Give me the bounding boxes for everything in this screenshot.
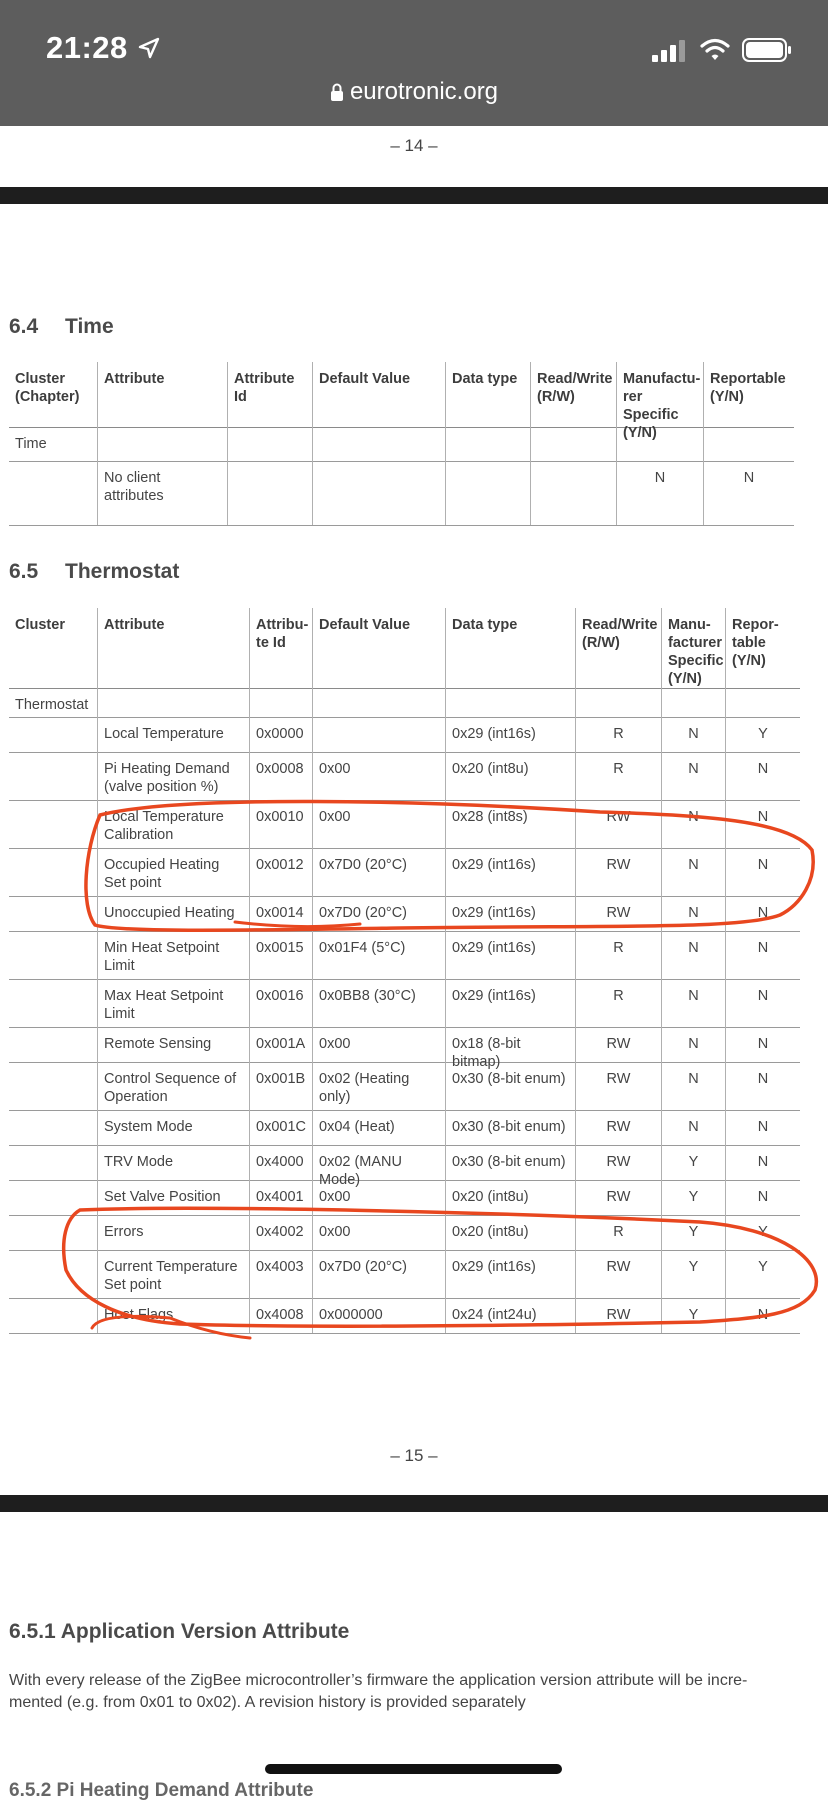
time-table-header-row: [9, 362, 794, 441]
table-cell: [530, 427, 616, 461]
section-name: Thermostat: [65, 560, 180, 583]
table-cell: [9, 1298, 97, 1333]
table-cell: N: [725, 752, 800, 800]
column-header: Attribute Id: [227, 362, 312, 427]
battery-icon: [742, 38, 792, 62]
table-cell: N: [661, 800, 725, 848]
table-cell: Thermostat: [15, 697, 89, 713]
table-cell: [249, 688, 312, 717]
table-cell: [9, 1110, 97, 1145]
column-header: Read/Write (R/W): [575, 608, 661, 688]
table-cell: [9, 800, 97, 848]
table-cell: N: [725, 1298, 800, 1333]
table-cell: [9, 979, 97, 1027]
location-arrow-icon: [137, 36, 161, 60]
next-subsection-title: 6.5.2 Pi Heating Demand Attribute: [9, 1780, 314, 1801]
table-cell: Set Valve Position: [97, 1180, 249, 1215]
table-cell: 0x4002: [249, 1215, 312, 1250]
table-row: [9, 848, 800, 897]
column-header: Manufactu-rer Specific (Y/N): [616, 362, 703, 427]
table-cell: [9, 1027, 97, 1062]
table-cell: 0x29 (int16s): [445, 896, 575, 931]
table-cell: Y: [661, 1298, 725, 1333]
table-cell: RW: [575, 1250, 661, 1298]
table-cell: R: [575, 979, 661, 1027]
table-cell: Y: [725, 1250, 800, 1298]
table-cell: N: [725, 848, 800, 896]
table-cell: [9, 848, 97, 896]
table-cell: R: [575, 1215, 661, 1250]
table-cell: 0x4008: [249, 1298, 312, 1333]
table-row: [9, 1027, 800, 1070]
table-cell: Local Temperature Calibration: [97, 800, 249, 848]
table-cell: Y: [725, 1215, 800, 1250]
table-cell: Max Heat Setpoint Limit: [97, 979, 249, 1027]
table-cell: 0x01F4 (5°C): [312, 931, 445, 979]
section-name: Time: [65, 315, 114, 338]
table-cell: N: [725, 1062, 800, 1110]
page-number-14: – 14 –: [390, 136, 438, 155]
table-cell: Y: [725, 717, 800, 752]
table-cell: 0x0BB8 (30°C): [312, 979, 445, 1027]
table-cell: [9, 1180, 97, 1215]
table-cell: 0x0012: [249, 848, 312, 896]
body-paragraph: With every release of the ZigBee microcontroller’s firmware the application version attribute will be incre-mented (e.g. from 0x01 to 0x02). A revision history is provided separately: [9, 1672, 748, 1711]
lock-icon: [330, 83, 344, 101]
table-cell: TRV Mode: [97, 1145, 249, 1180]
table-cell: [445, 688, 575, 717]
clock-time: 21:28: [46, 30, 128, 65]
column-header: Attribute: [97, 362, 227, 427]
table-cell: N: [725, 979, 800, 1027]
table-cell: N: [725, 931, 800, 979]
subsection-title: 6.5.1 Application Version Attribute: [9, 1620, 350, 1643]
table-cell: [97, 427, 227, 461]
column-header: Cluster (Chapter): [15, 371, 80, 405]
table-cell: 0x0015: [249, 931, 312, 979]
table-cell: RW: [575, 896, 661, 931]
table-cell: 0x00: [312, 1180, 445, 1215]
table-cell: [9, 1215, 97, 1250]
table-cell: 0x7D0 (20°C): [312, 848, 445, 896]
table-cell: [227, 427, 312, 461]
table-cell: [312, 717, 445, 752]
table-cell: 0x001B: [249, 1062, 312, 1110]
table-cell: [445, 461, 530, 525]
table-cell: N: [725, 896, 800, 931]
table-cell: 0x29 (int16s): [445, 848, 575, 896]
column-header: Repor-table (Y/N): [725, 608, 800, 688]
table-cell: N: [661, 979, 725, 1027]
table-cell: 0x20 (int8u): [445, 1215, 575, 1250]
table-row: [9, 1215, 800, 1251]
table-cell: 0x00: [312, 1027, 445, 1062]
table-cell: 0x29 (int16s): [445, 931, 575, 979]
table-cell: RW: [575, 1062, 661, 1110]
column-header: Cluster: [15, 617, 65, 633]
table-cell: 0x02 (Heating only): [312, 1062, 445, 1110]
table-cell: [312, 427, 445, 461]
table-cell: 0x30 (8-bit enum): [445, 1062, 575, 1110]
column-header: Manu-facturer Specific (Y/N): [661, 608, 725, 688]
table-cell: Y: [661, 1180, 725, 1215]
table-cell: Errors: [97, 1215, 249, 1250]
table-cell: Pi Heating Demand (valve position %): [97, 752, 249, 800]
table-cell: N: [725, 1145, 800, 1180]
table-cell: Occupied Heating Set point: [97, 848, 249, 896]
table-row: [9, 461, 794, 526]
table-cell: R: [575, 931, 661, 979]
table-cell: System Mode: [97, 1110, 249, 1145]
table-row: [9, 1298, 800, 1334]
table-cell: 0x30 (8-bit enum): [445, 1110, 575, 1145]
table-cell: 0x7D0 (20°C): [312, 896, 445, 931]
table-cell: 0x24 (int24u): [445, 1298, 575, 1333]
table-cell: N: [661, 717, 725, 752]
table-cell: [9, 717, 97, 752]
table-cell: [616, 427, 703, 461]
table-cell: [530, 461, 616, 525]
table-cell: N: [725, 1027, 800, 1062]
table-cell: 0x04 (Heat): [312, 1110, 445, 1145]
section-title-time: [9, 315, 114, 339]
table-cell: 0x001C: [249, 1110, 312, 1145]
table-cell: 0x4003: [249, 1250, 312, 1298]
table-cell: N: [661, 896, 725, 931]
table-cell: Y: [661, 1215, 725, 1250]
column-header: Default Value: [312, 608, 445, 688]
table-row: [9, 688, 800, 718]
table-cell: R: [575, 717, 661, 752]
table-cell: N: [703, 461, 794, 525]
table-row: [9, 752, 800, 801]
table-cell: R: [575, 752, 661, 800]
page-separator: [0, 187, 828, 204]
table-cell: RW: [575, 1110, 661, 1145]
table-cell: [661, 688, 725, 717]
page-separator: [0, 1495, 828, 1512]
column-header: Data type: [445, 608, 575, 688]
column-header: Read/Write (R/W): [530, 362, 616, 427]
table-cell: 0x29 (int16s): [445, 979, 575, 1027]
table-row: [9, 1062, 800, 1111]
url-text: eurotronic.org: [349, 78, 499, 105]
table-row: [9, 800, 800, 849]
table-cell: [312, 688, 445, 717]
section-number: 6.5: [9, 560, 39, 583]
section-number: 6.4: [9, 315, 39, 338]
table-row: [9, 979, 800, 1028]
section-title-thermostat: [9, 560, 179, 584]
table-cell: 0x18 (8-bit bitmap): [445, 1027, 575, 1062]
table-cell: Min Heat Setpoint Limit: [97, 931, 249, 979]
table-cell: [9, 1145, 97, 1180]
table-cell: [725, 688, 800, 717]
table-cell: 0x7D0 (20°C): [312, 1250, 445, 1298]
table-cell: [575, 688, 661, 717]
table-cell: 0x4000: [249, 1145, 312, 1180]
column-header: Attribu-te Id: [249, 608, 312, 688]
table-cell: N: [725, 800, 800, 848]
table-cell: [9, 1250, 97, 1298]
table-cell: Host Flags: [97, 1298, 249, 1333]
table-cell: 0x00: [312, 1215, 445, 1250]
table-cell: RW: [575, 800, 661, 848]
table-row: [9, 1180, 800, 1216]
table-cell: 0x0000: [249, 717, 312, 752]
wifi-icon: [700, 38, 730, 62]
page-number-15: – 15 –: [390, 1446, 438, 1465]
table-cell: N: [661, 848, 725, 896]
table-cell: 0x0014: [249, 896, 312, 931]
table-cell: RW: [575, 1145, 661, 1180]
table-cell: N: [661, 752, 725, 800]
table-cell: Control Sequence of Operation: [97, 1062, 249, 1110]
column-header: Data type: [445, 362, 530, 427]
table-row: [9, 717, 800, 753]
table-cell: 0x20 (int8u): [445, 752, 575, 800]
table-cell: 0x001A: [249, 1027, 312, 1062]
table-cell: Y: [661, 1250, 725, 1298]
home-indicator[interactable]: [265, 1764, 562, 1774]
table-cell: 0x4001: [249, 1180, 312, 1215]
table-cell: 0x28 (int8s): [445, 800, 575, 848]
table-cell: 0x29 (int16s): [445, 1250, 575, 1298]
table-cell: 0x00: [312, 800, 445, 848]
table-cell: Current Temperature Set point: [97, 1250, 249, 1298]
table-cell: RW: [575, 1180, 661, 1215]
table-cell: Unoccupied Heating: [97, 896, 249, 931]
table-row: [9, 1145, 800, 1188]
cellular-signal-icon: [652, 40, 686, 62]
table-cell: 0x29 (int16s): [445, 717, 575, 752]
table-cell: N: [725, 1110, 800, 1145]
column-header: Attribute: [97, 608, 249, 688]
table-cell: N: [661, 1062, 725, 1110]
table-cell: N: [616, 461, 703, 525]
table-cell: RW: [575, 1027, 661, 1062]
address-bar[interactable]: [0, 78, 828, 106]
table-cell: [9, 896, 97, 931]
table-row: [9, 1110, 800, 1146]
table-cell: Local Temperature: [97, 717, 249, 752]
table-row: [9, 1250, 800, 1299]
table-cell: 0x00: [312, 752, 445, 800]
table-cell: N: [661, 931, 725, 979]
table-cell: N: [725, 1180, 800, 1215]
table-cell: [445, 427, 530, 461]
table-row: [9, 427, 794, 462]
table-cell: 0x20 (int8u): [445, 1180, 575, 1215]
table-cell: N: [661, 1110, 725, 1145]
table-cell: 0x02 (MANU Mode): [312, 1145, 445, 1180]
table-cell: Y: [661, 1145, 725, 1180]
status-bar: [0, 0, 828, 126]
table-cell: 0x0016: [249, 979, 312, 1027]
table-cell: 0x0010: [249, 800, 312, 848]
table-row: [9, 931, 800, 980]
table-cell: RW: [575, 1298, 661, 1333]
table-cell: Remote Sensing: [97, 1027, 249, 1062]
table-cell: [312, 461, 445, 525]
table-cell: Time: [15, 436, 47, 452]
table-cell: [9, 1062, 97, 1110]
table-cell: 0x000000: [312, 1298, 445, 1333]
thermo-table-header-row: [9, 608, 800, 689]
table-row: [9, 896, 800, 932]
table-cell: [9, 931, 97, 979]
table-cell: 0x0008: [249, 752, 312, 800]
table-cell: RW: [575, 848, 661, 896]
column-header: Default Value: [312, 362, 445, 427]
table-cell: [703, 427, 794, 461]
table-cell: [227, 461, 312, 525]
table-cell: No client attributes: [97, 461, 227, 525]
table-cell: N: [661, 1027, 725, 1062]
table-cell: [97, 688, 249, 717]
column-header: Reportable (Y/N): [703, 362, 794, 427]
table-cell: [9, 752, 97, 800]
table-cell: [9, 461, 97, 525]
table-cell: 0x30 (8-bit enum): [445, 1145, 575, 1180]
